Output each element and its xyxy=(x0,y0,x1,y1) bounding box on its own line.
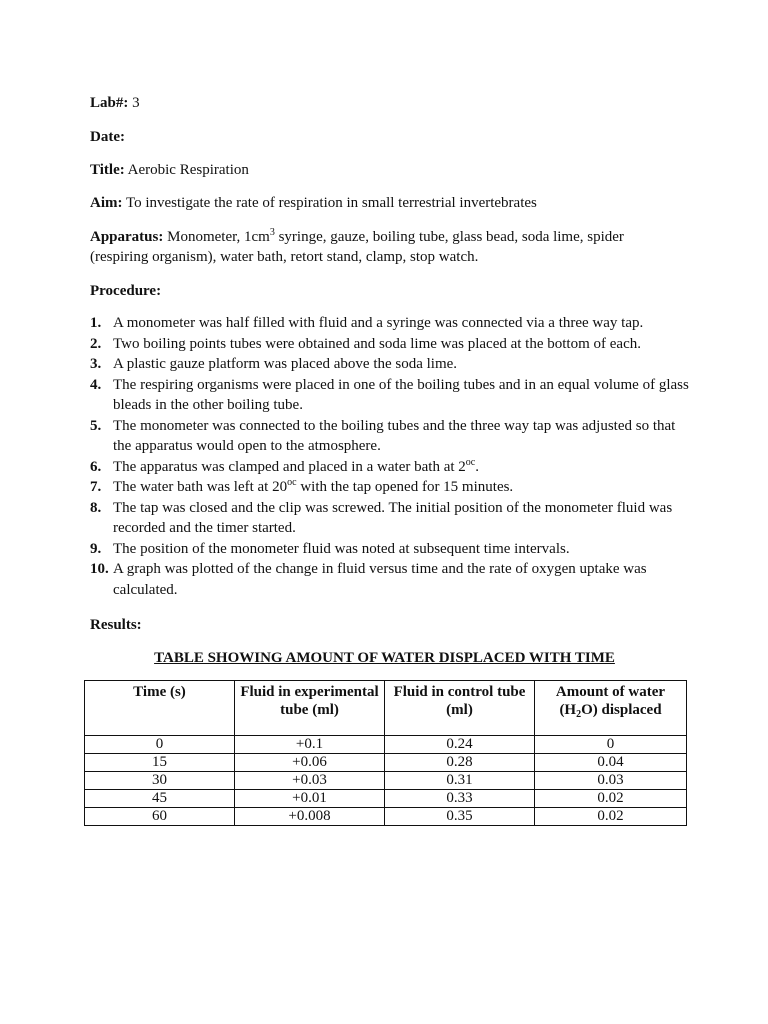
step-number: 1. xyxy=(90,315,102,331)
header-water-displaced xyxy=(535,681,687,736)
procedure-list xyxy=(90,313,690,600)
step-text: A plastic gauze platform was placed above the soda lime. xyxy=(113,356,458,372)
cell-time: 30 xyxy=(85,772,235,790)
cell-water-displaced: 0 xyxy=(535,736,687,754)
step-text-pre: The apparatus was clamped and placed in a water bath at 2 xyxy=(113,458,466,475)
table-row xyxy=(85,790,687,808)
cell-fluid-control: 0.31 xyxy=(385,772,535,790)
step-number: 2. xyxy=(90,335,102,352)
title-label: Title: xyxy=(90,162,125,178)
step-number: 5. xyxy=(90,417,102,434)
results-table xyxy=(84,680,687,826)
cell-fluid-experimental: +0.1 xyxy=(235,736,385,754)
cell-fluid-control: 0.24 xyxy=(385,736,535,754)
cell-fluid-control: 0.35 xyxy=(385,808,535,826)
table-row xyxy=(85,808,687,826)
table-row xyxy=(85,754,687,772)
step-text-post: . xyxy=(475,458,479,475)
step-text: The respiring organisms were placed in one of the boiling tubes and in an equal volume of glass bleads in the other boiling tube. xyxy=(113,376,689,413)
procedure-step xyxy=(90,539,690,560)
procedure-step xyxy=(90,354,690,375)
aim-value: To investigate the rate of respiration in small terrestrial invertebrates xyxy=(122,195,537,211)
step-text: The position of the monometer fluid was noted at subsequent time intervals. xyxy=(113,540,570,557)
cell-time: 45 xyxy=(85,790,235,808)
step-number: 3. xyxy=(90,356,102,372)
date-label: Date: xyxy=(90,129,125,145)
cell-fluid-experimental: +0.03 xyxy=(235,772,385,790)
procedure-step xyxy=(90,457,690,478)
cell-fluid-experimental: +0.01 xyxy=(235,790,385,808)
table-header-row xyxy=(85,681,687,736)
apparatus-text-pre: Monometer, 1cm xyxy=(163,229,270,245)
apparatus-text-post: syringe, gauze, boiling tube, glass bead, soda lime, spider xyxy=(274,229,624,245)
title-value: Aerobic Respiration xyxy=(124,162,249,178)
procedure-step xyxy=(90,559,690,600)
aim-line xyxy=(90,193,537,213)
lab-label: Lab#: xyxy=(90,95,129,111)
procedure-step xyxy=(90,375,690,416)
results-heading: Results: xyxy=(90,617,142,633)
apparatus-label: Apparatus: xyxy=(90,229,164,245)
step-number: 9. xyxy=(90,540,102,557)
title-line xyxy=(90,160,249,180)
apparatus-line-2: (respiring organism), water bath, retort stand, clamp, stop watch. xyxy=(90,249,479,265)
procedure-step xyxy=(90,498,690,539)
step-number: 4. xyxy=(90,376,102,393)
header-fluid-experimental: Fluid in experimental tube (ml) xyxy=(235,681,385,736)
procedure-heading: Procedure: xyxy=(90,283,162,299)
step-text: A monometer was half filled with fluid and a syringe was connected via a three way tap. xyxy=(113,315,644,331)
cell-fluid-control: 0.33 xyxy=(385,790,535,808)
date-line xyxy=(90,127,125,147)
table-row xyxy=(85,736,687,754)
lab-number xyxy=(90,93,140,113)
degree-superscript: oc xyxy=(465,456,476,468)
table-row xyxy=(85,772,687,790)
header-water-post: O) displaced xyxy=(581,702,662,718)
lab-value: 3 xyxy=(128,95,140,111)
cell-water-displaced: 0.02 xyxy=(535,808,687,826)
header-time: Time (s) xyxy=(85,681,235,736)
step-text: The tap was closed and the clip was screwed. The initial position of the monometer fluid was recorded and the timer started. xyxy=(113,499,673,536)
degree-superscript: oc xyxy=(287,477,297,488)
cell-water-displaced: 0.04 xyxy=(535,754,687,772)
step-text-pre: The water bath was left at 20 xyxy=(113,479,288,495)
apparatus-line-1 xyxy=(90,227,624,247)
cell-time: 0 xyxy=(85,736,235,754)
cell-time: 15 xyxy=(85,754,235,772)
cell-fluid-experimental: +0.008 xyxy=(235,808,385,826)
step-number: 10. xyxy=(90,561,109,577)
step-text-post: with the tap opened for 15 minutes. xyxy=(296,479,514,495)
cell-fluid-experimental: +0.06 xyxy=(235,754,385,772)
step-number: 6. xyxy=(90,458,102,475)
aim-label: Aim: xyxy=(90,195,123,211)
apparatus-superscript: 3 xyxy=(269,227,275,238)
step-text: The monometer was connected to the boiling tubes and the three way tap was adjusted so that the apparatus would open to the atmosphere. xyxy=(113,417,676,454)
table-caption: TABLE SHOWING AMOUNT OF WATER DISPLACED WITH TIME xyxy=(154,650,615,666)
procedure-step xyxy=(90,334,690,355)
procedure-step xyxy=(90,477,690,498)
cell-water-displaced: 0.03 xyxy=(535,772,687,790)
cell-water-displaced: 0.02 xyxy=(535,790,687,808)
step-number: 7. xyxy=(90,479,102,495)
cell-time: 60 xyxy=(85,808,235,826)
header-water-pre: Amount of water (H xyxy=(555,684,666,718)
cell-fluid-control: 0.28 xyxy=(385,754,535,772)
step-text: Two boiling points tubes were obtained and soda lime was placed at the bottom of each. xyxy=(113,335,641,352)
step-number: 8. xyxy=(90,499,102,516)
procedure-step xyxy=(90,313,690,334)
procedure-step xyxy=(90,416,690,457)
header-water-subscript: 2 xyxy=(576,709,582,720)
header-fluid-control: Fluid in control tube (ml) xyxy=(385,681,535,736)
step-text: A graph was plotted of the change in fluid versus time and the rate of oxygen uptake was calculated. xyxy=(113,561,647,598)
